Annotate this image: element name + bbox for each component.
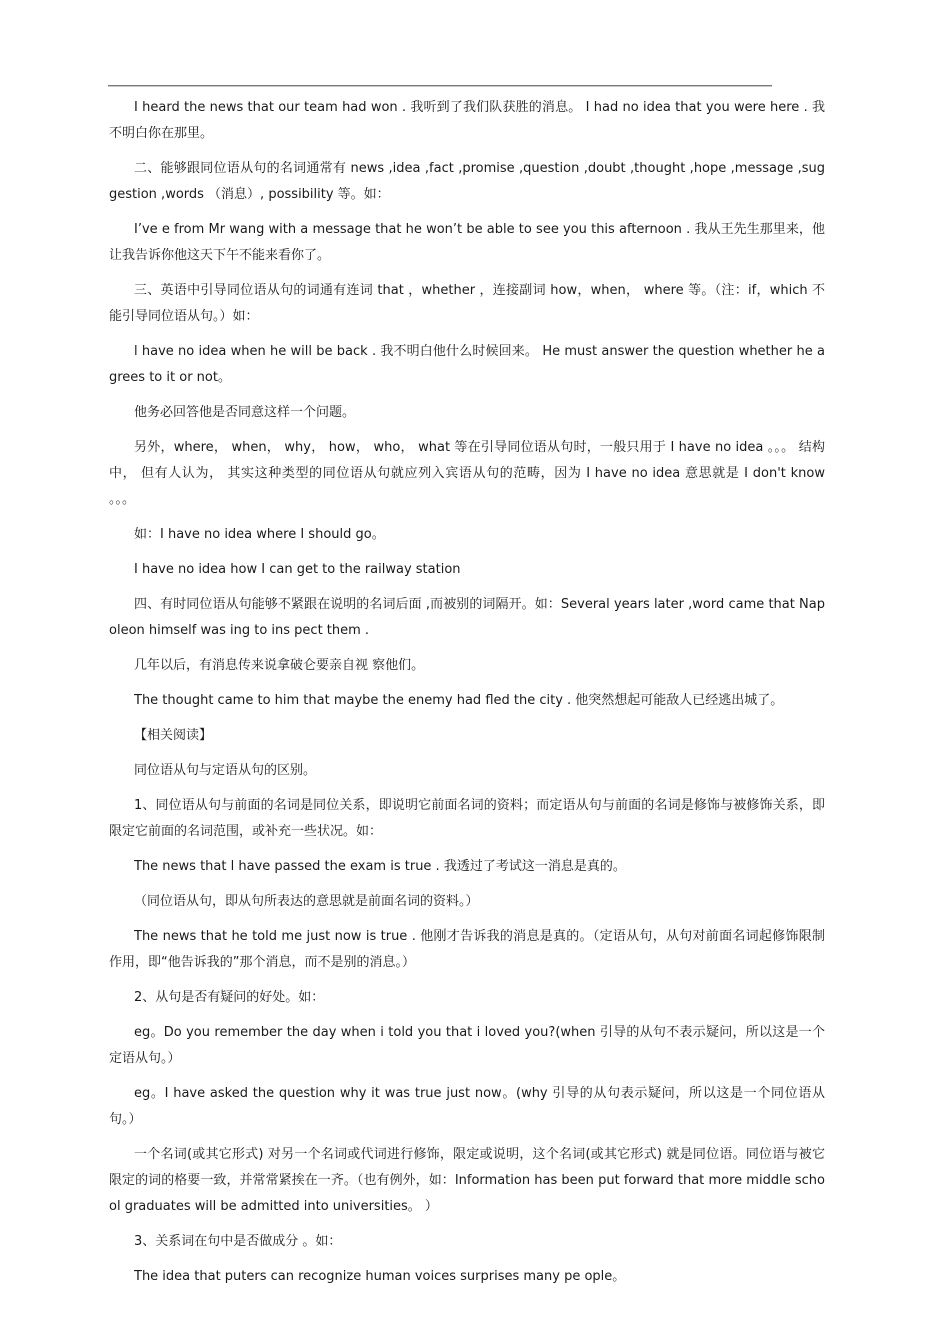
paragraph: I heard the news that our team had won . 我听到了我们队获胜的消息。 I had no idea that you were here . 我不明白你在那里。 xyxy=(109,100,825,141)
paragraph: 几年以后，有消息传来说拿破仑要亲自视 察他们。 xyxy=(134,658,425,673)
paragraph: The idea that puters can recognize human voices surprises many pe ople。 xyxy=(134,1269,626,1284)
paragraph: 四、有时同位语从句能够不紧跟在说明的名词后面 ,而被别的词隔开。如：Several years later ,word came that Napoleon himself was ing to ins pect them . xyxy=(109,597,825,638)
paragraph: The news that l have passed the exam is true . 我透过了考试这一消息是真的。 xyxy=(134,859,626,874)
paragraph: eg。Do you remember the day when i told you that i loved you?(when 引导的从句不表示疑问，所以这是一个定语从句。） xyxy=(109,1025,825,1066)
paragraph: 他务必回答他是否同意这样一个问题。 xyxy=(134,405,356,420)
paragraph: 1、同位语从句与前面的名词是同位关系，即说明它前面名词的资料；而定语从句与前面的名词是修饰与被修饰关系，即限定它前面的名词范围，或补充一些状况。如： xyxy=(109,798,825,839)
paragraph: I’ve e from Mr wang with a message that he won’t be able to see you this afternoon . 我从王先生那里来，他让我告诉你他这天下午不能来看你了。 xyxy=(109,222,825,263)
paragraph: 另外，where， when， why， how， who， what 等在引导同位语从句时，一般只用于 I have no idea 。。。 结构中， 但有人认为， 其实这种类型的同位语从句就应列入宾语从句的范畴，因为 I have no idea 意思就是 I don't know 。。。 xyxy=(109,440,825,507)
paragraph: （同位语从句，即从句所表达的意思就是前面名词的资料。） xyxy=(134,894,479,909)
header-rule xyxy=(108,85,772,86)
paragraph: 如：I have no idea where I should go。 xyxy=(134,527,385,542)
section-heading: 【相关阅读】 xyxy=(134,728,213,743)
document-body xyxy=(109,95,825,1299)
paragraph: 二、能够跟同位语从句的名词通常有 news ,idea ,fact ,promise ,question ,doubt ,thought ,hope ,message ,suggestion ,words （消息）, possibility 等。如： xyxy=(109,161,825,202)
paragraph: 一个名词(或其它形式) 对另一个名词或代词进行修饰，限定或说明，这个名词(或其它形式) 就是同位语。同位语与被它限定的词的格要一致，并常常紧挨在一齐。（也有例外，如：Information has been put forward that more middle school graduates will be admitted into universities。 ） xyxy=(109,1147,825,1214)
paragraph: 三、英语中引导同位语从句的词通有连词 that ，whether ，连接副词 how，when， where 等。（注：if，which 不能引导同位语从句。）如： xyxy=(109,283,825,324)
paragraph: l have no idea when he will be back . 我不明白他什么时候回来。 He must answer the question whether he agrees to it or not。 xyxy=(109,344,825,385)
paragraph: 2、从句是否有疑问的好处。如： xyxy=(134,990,325,1005)
paragraph: The thought came to him that maybe the enemy had fled the city . 他突然想起可能敌人已经逃出城了。 xyxy=(134,693,784,708)
paragraph: The news that he told me just now is true . 他刚才告诉我的消息是真的。（定语从句，从句对前面名词起修饰限制作用，即“他告诉我的”那个消息，而不是别的消息。） xyxy=(109,929,825,970)
paragraph: I have no idea how I can get to the railway station xyxy=(134,562,461,577)
paragraph: eg。I have asked the question why it was true just now。(why 引导的从句表示疑问，所以这是一个同位语从句。） xyxy=(109,1086,825,1127)
paragraph: 3、关系词在句中是否做成分 。如： xyxy=(134,1234,342,1249)
paragraph: 同位语从句与定语从句的区别。 xyxy=(134,763,317,778)
